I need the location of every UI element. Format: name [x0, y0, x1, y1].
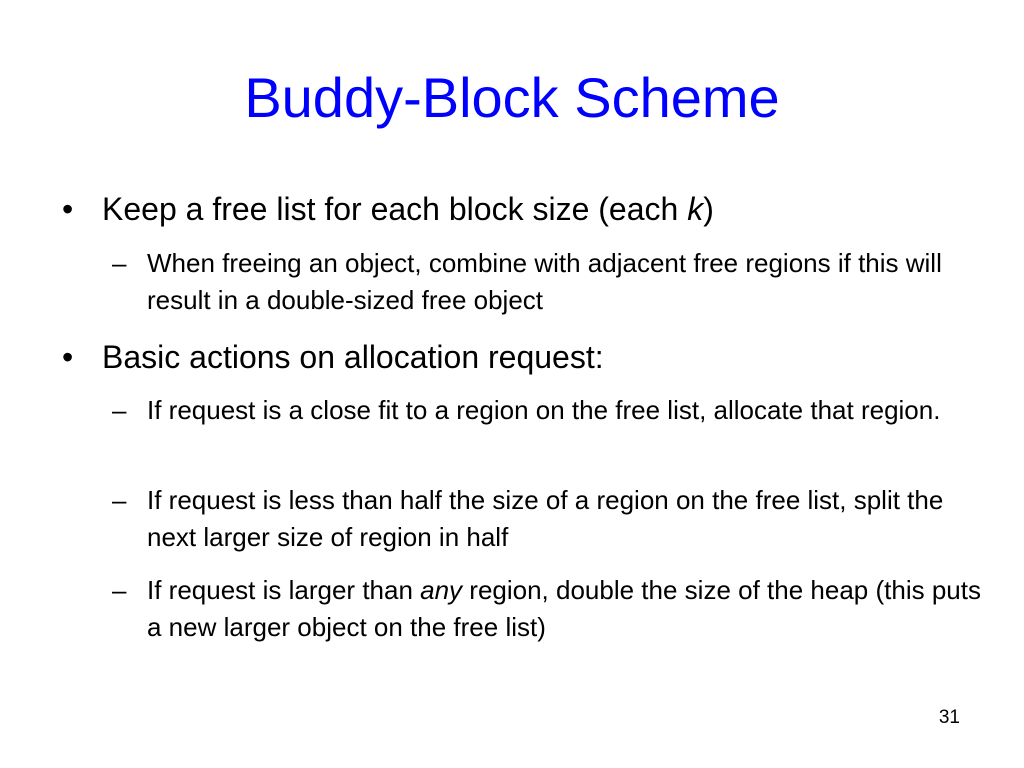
sub-bullet-item [112, 245, 982, 319]
slide-number: 31 [938, 707, 960, 728]
sub-bullet-text: If request is larger than any region, double the size of the heap (this puts a new larger object on the free list) [147, 575, 981, 642]
sub-bullet-text: When freeing an object, combine with adjacent free regions if this will result in a double-sized free object [147, 248, 942, 315]
sub-bullet-item [112, 572, 982, 646]
sub-bullet-text: If request is a close fit to a region on the free list, allocate that region. [147, 395, 941, 425]
bullet-text: Keep a free list for each block size (each k) [102, 191, 714, 227]
slide-title: Buddy-Block Scheme [244, 66, 780, 129]
dash-icon: – [112, 248, 127, 278]
bullet-text: Basic actions on allocation request: [102, 339, 604, 375]
sub-bullet-item [112, 482, 982, 556]
sub-bullet-item [112, 392, 982, 429]
bullet-icon: • [62, 191, 74, 227]
dash-icon: – [112, 575, 127, 605]
bullet-item [62, 338, 982, 376]
bullet-icon: • [62, 339, 74, 375]
bullet-item [62, 190, 982, 228]
dash-icon: – [112, 485, 127, 515]
sub-bullet-text: If request is less than half the size of a region on the free list, split the next larger size of region in half [147, 485, 944, 552]
dash-icon: – [112, 395, 127, 425]
